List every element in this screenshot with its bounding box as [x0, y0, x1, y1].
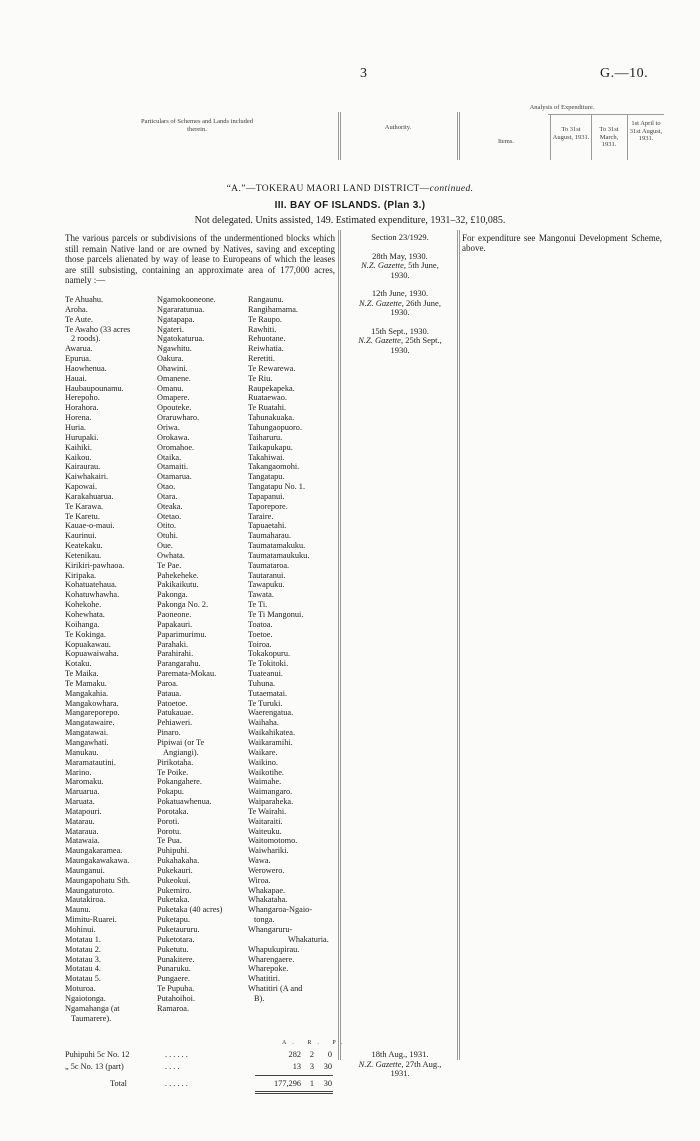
block-name: Putahoihoi. [157, 993, 196, 1003]
header-particulars: Particulars of Schemes and Lands included therein. [140, 118, 254, 133]
authority-column [341, 233, 459, 364]
block-name: Taumatamakuku. [248, 541, 306, 551]
block-name: Mangareporepo. [65, 708, 120, 718]
block-name: Whakaturia. [288, 934, 329, 944]
block-name: Pirikotaha. [157, 757, 194, 767]
block-name: Manukau. [65, 747, 99, 757]
block-name: Waikotihe. [248, 767, 284, 777]
row-value-a: 13 [292, 1062, 301, 1071]
intro-paragraph: The various parcels or subdivisions of the undermentioned blocks which still remain Native land or are owned by Natives, saving and excepting those parcels alienated by way of lease to Europeans of which the leases are still subsisting, containing an approximate area of 177,000 acres, namely :— [65, 233, 335, 285]
block-name: Waiparaheka. [248, 797, 294, 807]
block-name: Kohatuatehaua. [65, 580, 117, 590]
block-name: B). [254, 993, 265, 1003]
block-name: Tahungaopuoro. [248, 422, 303, 432]
block-name: Tawata. [248, 590, 274, 600]
block-name: Waitaraiti. [248, 816, 283, 826]
header-items: Items. [497, 138, 515, 145]
block-name: Maungapohatu Sth. [65, 875, 130, 885]
block-name: Wharepoke. [248, 964, 289, 974]
page-number: 3 [360, 66, 367, 81]
block-name: Mataraua. [65, 826, 99, 836]
block-name: Mangakahia. [65, 688, 109, 698]
block-name: Taumarere). [71, 1013, 112, 1023]
block-name: Pakonga. [157, 590, 188, 600]
block-name: Whatitiri (A and [248, 984, 303, 994]
block-name: Kohekohe. [65, 600, 102, 610]
row-leaders: . . . . . . [165, 1050, 188, 1059]
block-name: Te Karawa. [65, 501, 104, 511]
area-units-header: A. R. P. [282, 1040, 349, 1046]
block-name: Matawaia. [65, 836, 100, 846]
block-name: Maruarua. [65, 787, 100, 797]
block-name: Pukahakaha. [157, 856, 200, 866]
header-divider [591, 114, 592, 160]
block-name: Taiharuru. [248, 432, 283, 442]
section-info: Not delegated. Units assisted, 149. Estimated expenditure, 1931–32, £10,085. [194, 215, 506, 226]
block-name: Mangakowhara. [65, 698, 119, 708]
block-name: Ngamokooneone. [157, 295, 216, 304]
block-name: Otara. [157, 491, 178, 501]
block-name: Pakonga No. 2. [157, 600, 209, 610]
block-name: Ketenikau. [65, 550, 102, 560]
block-name: Puketapu. [157, 915, 190, 925]
block-name: Te Pae. [157, 560, 182, 570]
block-name: Waimahe. [248, 777, 282, 787]
block-name: Tahunakuaka. [248, 413, 295, 423]
block-name: Reretiti. [248, 354, 275, 364]
block-name: Omanu. [157, 383, 184, 393]
block-name: Taporepore. [248, 501, 288, 511]
block-name: Otamarua. [157, 472, 192, 482]
block-name: Tutaematai. [248, 688, 288, 698]
block-name: Hauai. [65, 373, 87, 383]
block-name: Kauae-o-maui. [65, 521, 115, 531]
block-name: Ngararatunua. [157, 304, 205, 314]
block-name: Te Turuki. [248, 698, 283, 708]
authority-line: 28th May, 1930. [372, 250, 428, 261]
block-name: Te Raupo. [248, 314, 282, 324]
block-name: Motatau 5. [65, 974, 101, 984]
row-label: Puhipuhi 5c No. 12 [65, 1050, 130, 1059]
block-name: Waikaramihi. [248, 737, 293, 747]
block-name: Aroha. [65, 304, 88, 314]
block-name: Wiroa. [248, 875, 271, 885]
block-name: Otito. [157, 521, 177, 531]
block-name: Kohatuwhawha. [65, 590, 120, 600]
authority-line: N.Z. Gazette, 27th Aug., [358, 1058, 442, 1069]
sum-rule [255, 1075, 333, 1076]
block-name: Motatau 4. [65, 964, 101, 974]
block-name: Ngatapapa. [157, 314, 195, 324]
block-name: Patoetoe. [157, 698, 188, 708]
block-name: Waikare. [248, 747, 278, 757]
block-name: Parangarahu. [157, 659, 201, 669]
block-name: Whatitiri. [248, 974, 281, 984]
block-name: Pinaro. [157, 728, 181, 738]
row-leaders: . . . . . . [165, 1079, 188, 1088]
block-name: Karakahuarua. [65, 491, 114, 501]
block-name: Maunganui. [65, 865, 105, 875]
header-divider [550, 114, 551, 160]
block-name: Taumaharau. [248, 531, 291, 541]
block-name: Tuhuna. [248, 678, 276, 688]
row-value-r: 3 [309, 1062, 314, 1071]
section-title: III. BAY OF ISLANDS. (Plan 3.) [274, 200, 426, 211]
block-name: Te Poike. [157, 767, 189, 777]
block-name: Mimitu-Ruarei. [65, 915, 117, 925]
block-name: Whapukupirau. [248, 944, 300, 954]
row-leaders: . . . . [165, 1062, 180, 1071]
block-name: Whangaroa-Ngaio- [248, 905, 313, 915]
row-value-r: 1 [309, 1079, 314, 1088]
block-name: Ngawhitu. [157, 344, 192, 354]
authority-line: 1930. [390, 344, 410, 355]
block-name: Epurua. [65, 354, 92, 364]
block-name: Tangatapu. [248, 472, 285, 482]
block-name: Kaurinui. [65, 531, 97, 541]
authority-entry [341, 233, 459, 243]
block-name: Te Maika. [65, 669, 99, 679]
block-name: Pakikaikutu. [157, 580, 199, 590]
block-name: Hurupaki. [65, 432, 99, 442]
block-name: 2 roods). [71, 334, 101, 344]
block-name: Oromahoe. [157, 442, 195, 452]
block-name: Rangihamama. [248, 304, 298, 314]
block-names-column-3 [248, 295, 329, 1004]
block-name: Otaika. [157, 452, 182, 462]
block-name: Punaruku. [157, 964, 191, 974]
block-name: Kopuawaiwaha. [65, 649, 119, 659]
block-name: Matapouri. [65, 806, 102, 816]
block-name: Matarau. [65, 816, 95, 826]
block-name: Maramatautini. [65, 757, 116, 767]
block-name: Te Rewarewa. [248, 363, 296, 373]
block-name: Angiangi). [163, 747, 199, 757]
block-name: Taumataroa. [248, 560, 290, 570]
block-name: Te Ti. [248, 600, 268, 610]
block-name: Motatau 2. [65, 944, 101, 954]
row-value-a: 282 [288, 1050, 301, 1059]
block-name: Haubaupounamu. [65, 383, 124, 393]
block-name: Whangaruru- [248, 925, 293, 934]
header-apr-aug: 1st April to 31st August, 1931. [629, 120, 663, 142]
block-names-column-1 [65, 295, 130, 1023]
block-name: Paoneone. [157, 610, 192, 619]
header-divider [627, 114, 628, 160]
block-name: Paroa. [157, 678, 178, 688]
page-reference: G.—10. [600, 66, 649, 81]
block-name: Porotaka. [157, 806, 189, 816]
authority-entry [341, 252, 459, 281]
block-name: Tawapuku. [248, 580, 285, 590]
authority-line: 15th Sept., 1930. [371, 325, 429, 336]
block-name: Pungaere. [157, 974, 190, 984]
block-name: Horahora. [65, 403, 99, 413]
block-name: Waihaha. [248, 718, 279, 728]
block-name: Puketaka. [157, 895, 190, 905]
block-name: Takahiwai. [248, 452, 285, 462]
block-name: Kaihiki. [65, 442, 92, 452]
block-name: Ngaiotonga. [65, 993, 106, 1003]
district-title: “A.”—TOKERAU MAORI LAND DISTRICT—continued. [226, 184, 474, 194]
row-value-p: 30 [323, 1079, 332, 1088]
header-authority: Authority. [384, 124, 412, 131]
block-name: Otuhi. [157, 531, 178, 541]
block-name: Toiroa. [248, 639, 272, 649]
block-name: Tapuaetahi. [248, 521, 287, 531]
header-divider [338, 112, 341, 160]
row-label: „ 5c No. 13 (part) [65, 1062, 124, 1071]
block-name: Oakura. [157, 354, 184, 364]
block-name: Waimangaro. [248, 787, 293, 797]
block-name: Tuateanui. [248, 669, 283, 679]
block-name: Waiteuku. [248, 826, 282, 836]
block-name: Te Ahuahu. [65, 295, 104, 304]
block-name: Maunu. [65, 905, 91, 915]
header-to-aug: To 31st August, 1931. [552, 126, 590, 141]
block-name: Horena. [65, 413, 92, 423]
block-name: Kotaku. [65, 659, 92, 669]
block-name: Whakapae. [248, 885, 286, 895]
authority-entry [341, 289, 459, 318]
block-name: Poroti. [157, 816, 180, 826]
block-name: Maungaturoto. [65, 885, 115, 895]
authority-line: 12th June, 1930. [371, 288, 429, 298]
block-name: Ohawini. [157, 363, 188, 373]
block-name: Orokawa. [157, 432, 190, 442]
block-name: Toatoa. [248, 619, 273, 629]
block-name: Te Mamaku. [65, 678, 107, 688]
block-name: Werowero. [248, 865, 285, 875]
block-name: tonga. [254, 915, 275, 925]
block-name: Pahekeheke. [157, 570, 199, 580]
block-name: Omanene. [157, 373, 191, 383]
block-name: Waikahikatea. [248, 728, 296, 738]
block-name: Rehuotane. [248, 334, 286, 344]
block-name: Opouteke. [157, 403, 192, 413]
block-name: Omapere. [157, 393, 190, 403]
block-names-column-2 [157, 295, 222, 1014]
block-name: Te Awaho (33 acres [65, 324, 131, 334]
row-value-p: 30 [323, 1062, 332, 1071]
block-name: Ngateri. [157, 324, 184, 334]
block-name: Maungakaramea. [65, 846, 123, 856]
block-name: Tautaranui. [248, 570, 286, 580]
row-value-p: 0 [327, 1050, 332, 1059]
block-name: Ngatokaturua. [157, 334, 205, 344]
block-name: Oraruwharo. [157, 413, 200, 423]
header-divider [457, 112, 460, 160]
block-name: Kohewhata. [65, 610, 105, 619]
block-name: Koihanga. [65, 619, 100, 629]
block-name: Reiwhatia. [248, 344, 284, 354]
block-name: Kaikou. [65, 452, 92, 462]
header-rule [548, 114, 664, 115]
authority-line: N.Z. Gazette, 25th Sept., [358, 335, 442, 345]
block-name: Paparimurimu. [157, 629, 207, 639]
block-name: Oue. [157, 541, 173, 551]
header-to-mar: To 31st March, 1931. [599, 126, 619, 148]
block-name: Taikapukapu. [248, 442, 293, 452]
authority-line: Section 23/1929. [371, 232, 429, 242]
block-name: Te Pupuha. [157, 984, 195, 994]
block-name: Papakauri. [157, 619, 193, 629]
block-name: Waerengatua. [248, 708, 294, 718]
block-name: Ruataewao. [248, 393, 287, 403]
block-name: Te Ruatahi. [248, 403, 287, 413]
block-name: Maungakawakawa. [65, 856, 130, 866]
block-name: Te Kokinga. [65, 629, 106, 639]
row-value-a: 177,296 [274, 1079, 301, 1088]
block-name: Huria. [65, 422, 86, 432]
block-name: Pokapu. [157, 787, 184, 797]
block-name: Te Wairahi. [248, 806, 287, 816]
block-name: Te Aute. [65, 314, 93, 324]
block-name: Pehiaweri. [157, 718, 193, 728]
block-name: Kopuakawau. [65, 639, 111, 649]
bottom-authority [341, 1050, 459, 1079]
block-name: Wawa. [248, 856, 271, 866]
block-name: Kapowai. [65, 482, 98, 492]
block-name: Te Riu. [248, 373, 273, 383]
block-name: Owhata. [157, 550, 185, 560]
block-name: Te Karetu. [65, 511, 100, 521]
block-name: Motatau 1. [65, 934, 101, 944]
block-name: Waitomotomo. [248, 836, 298, 846]
block-name: Maromaku. [65, 777, 104, 787]
block-name: Otamaiti. [157, 462, 189, 472]
block-name: Puketutu. [157, 944, 189, 954]
block-name: Puketotara. [157, 934, 195, 944]
block-name: Kirikiri-pawhaoa. [65, 560, 125, 570]
total-double-rule [255, 1091, 333, 1094]
authority-line: 1930. [390, 307, 410, 317]
block-name: Mautakiroa. [65, 895, 106, 905]
block-name: Otetao. [157, 511, 182, 521]
block-name: Waiwhariki. [248, 846, 289, 856]
row-value-r: 2 [309, 1050, 314, 1059]
block-name: Waikino. [248, 757, 278, 767]
block-name: Paremata-Mokau. [157, 669, 217, 679]
block-name: Mohinui. [65, 925, 96, 934]
block-name: Pokangahere. [157, 777, 202, 787]
block-name: Rawhiti. [248, 324, 277, 334]
block-name: Te Pua. [157, 836, 182, 846]
block-name: Awarua. [65, 344, 93, 354]
block-name: Pokatuawhenua. [157, 797, 212, 807]
block-name: Puhipuhi. [157, 846, 190, 856]
block-name: Pukeokui. [157, 875, 191, 885]
block-name: Tangatapu No. 1. [248, 482, 306, 492]
block-name: Motatau 3. [65, 954, 101, 964]
block-name: Ngamahanga (at [65, 1003, 120, 1013]
block-name: Rangaunu. [248, 295, 284, 304]
authority-entry [341, 327, 459, 356]
items-note: For expenditure see Mangonui Development Scheme, above. [462, 233, 662, 254]
row-label: Total [110, 1079, 127, 1088]
block-name: Pukekauri. [157, 865, 193, 875]
block-name: Parahirahi. [157, 649, 194, 659]
authority-line: 1931. [390, 1068, 410, 1078]
block-name: Porotu. [157, 826, 182, 836]
block-name: Maruata. [65, 797, 95, 807]
block-name: Te Ti Mangonui. [248, 610, 304, 619]
block-name: Te Tokitoki. [248, 659, 289, 669]
block-name: Haowhenua. [65, 363, 107, 373]
block-name: Puketaururu. [157, 925, 200, 934]
authority-line: 1930. [390, 269, 410, 280]
block-name: Oriwa. [157, 422, 180, 432]
block-name: Mangatawai. [65, 728, 109, 738]
block-name: Otao. [157, 482, 176, 492]
block-name: Moturoa. [65, 984, 96, 994]
block-name: Pipiwai (or Te [157, 737, 205, 747]
block-name: Kairaurau. [65, 462, 101, 472]
block-name: Keatekaku. [65, 541, 103, 551]
block-name: Taumatamaukuku. [248, 550, 310, 560]
block-name: Pataua. [157, 688, 182, 698]
authority-line: N.Z. Gazette, 26th June, [359, 297, 441, 308]
block-name: Patukauae. [157, 708, 194, 718]
block-name: Marino. [65, 767, 92, 777]
block-name: Puketaka (40 acres) [157, 905, 223, 915]
block-name: Punakitere. [157, 954, 195, 964]
block-name: Taraire. [248, 511, 274, 521]
block-name: Herepoho. [65, 393, 100, 403]
block-name: Takangaomohi. [248, 462, 300, 472]
authority-line: 18th Aug., 1931. [371, 1049, 429, 1059]
block-name: Mangatawaire. [65, 718, 115, 728]
block-name: Whakataha. [248, 895, 288, 905]
block-name: Tapapanui. [248, 491, 285, 501]
block-name: Parahaki. [157, 639, 189, 649]
header-analysis: Analysis of Expenditure. [529, 104, 595, 111]
block-name: Kaiwhakairi. [65, 472, 109, 482]
block-name: Pukemiro. [157, 885, 192, 895]
block-name: Wharengaere. [248, 954, 295, 964]
block-name: Oteaka. [157, 501, 183, 511]
block-name: Toetoe. [248, 629, 273, 639]
authority-line: N.Z. Gazette, 5th June, [361, 260, 439, 270]
block-name: Kiripaka. [65, 570, 97, 580]
block-name: Mangawhati. [65, 737, 109, 747]
block-name: Raupekapeka. [248, 383, 295, 393]
block-name: Ramaroa. [157, 1003, 190, 1013]
block-name: Tokakopuru. [248, 649, 291, 659]
